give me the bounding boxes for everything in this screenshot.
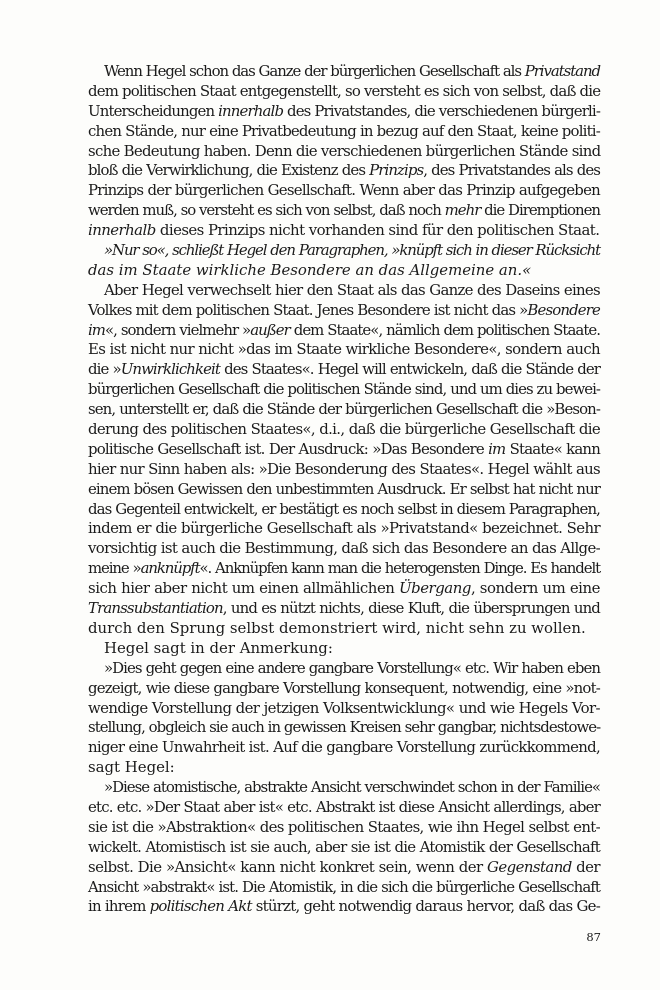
- text-line: [88, 778, 600, 798]
- text-line: [88, 500, 600, 520]
- text-line: [88, 519, 600, 539]
- text-line: [88, 301, 600, 321]
- text-line: [88, 62, 600, 82]
- text-span: vorsichtig ist auch die Bestimmung, daß sich das Besondere an das Allge-: [88, 539, 600, 558]
- text-line: [88, 261, 600, 281]
- text-span: Volkes mit dem politischen Staat. Jenes Besondere ist nicht das »: [88, 300, 528, 319]
- text-line: [88, 858, 600, 878]
- text-span: wickelt. Atomistisch ist sie auch, aber sie ist die Atomistik der Gesellschaft: [88, 837, 600, 856]
- text-span: dieses Prinzips nicht vorhanden sind für den politischen Staat.: [155, 221, 600, 240]
- text-span: sich hier aber nicht um einen allmählichen: [88, 579, 400, 598]
- emphasis-span: anknüpft: [140, 559, 200, 578]
- emphasis-span: Prinzips: [369, 161, 424, 180]
- text-span: , sondern um eine: [470, 579, 600, 598]
- text-line: [88, 579, 600, 599]
- text-span: sen, unterstellt er, daß die Stände der bürgerlichen Gesellschaft die »Beson-: [88, 400, 600, 419]
- text-span: , und es nützt nichts, diese Kluft, die übersprungen und: [222, 599, 600, 618]
- text-span: die »: [88, 360, 121, 379]
- text-line: [88, 340, 600, 360]
- text-line: [88, 738, 600, 758]
- text-span: bloß die Verwirklichung, die Existenz des: [88, 161, 370, 180]
- text-line: [88, 838, 600, 858]
- text-span: wendige Vorstellung der jetzigen Volksentwicklung« und wie Hegels Vor-: [88, 698, 600, 717]
- text-span: Aber Hegel verwechselt hier den Staat als das Ganze des Daseins eines: [104, 280, 600, 299]
- text-span: «, sondern vielmehr »: [104, 320, 251, 339]
- text-span: in ihrem: [88, 897, 150, 916]
- text-span: der: [571, 857, 600, 876]
- text-line: [88, 639, 600, 659]
- text-line: [88, 758, 600, 778]
- text-line: [88, 380, 600, 400]
- text-span: »Dies geht gegen eine andere gangbare Vorstellung« etc. Wir haben eben: [104, 658, 600, 677]
- emphasis-span: innerhalb: [218, 101, 284, 120]
- text-span: werden muß, so versteht es sich von selbst, daß noch: [88, 201, 445, 220]
- text-span: Ansicht »abstrakt« ist. Die Atomistik, in die sich die bürgerliche Gesellschaft: [88, 877, 600, 896]
- text-span: des Staates«. Hegel will entwickeln, daß die Stände der: [219, 360, 600, 379]
- text-span: des Privatstandes, die verschiedenen bürgerli-: [283, 101, 601, 120]
- emphasis-span: politischen Akt: [149, 897, 252, 916]
- text-line: [88, 818, 600, 838]
- text-span: dem Staate«, nämlich dem politischen Staate.: [289, 320, 601, 339]
- text-span: hier nur Sinn haben als: »Die Besonderung des Staates«. Hegel wählt aus: [88, 459, 600, 478]
- text-span: derung des politischen Staates«, d.i., daß die bürgerliche Gesellschaft die: [88, 420, 600, 439]
- text-span: sie ist die »Abstraktion« des politischen Staates, wie ihn Hegel selbst ent-: [88, 817, 600, 836]
- text-line: [88, 142, 600, 162]
- text-line: [88, 878, 600, 898]
- text-span: selbst. Die »Ansicht« kann nicht konkret sein, wenn der: [88, 857, 487, 876]
- text-span: Hegel sagt in der Anmerkung:: [104, 638, 333, 657]
- text-line: [88, 102, 600, 122]
- text-span: sche Bedeutung haben. Denn die verschiedenen bürgerlichen Stände sind: [88, 141, 601, 160]
- text-line: [88, 321, 600, 341]
- text-span: Staate« kann: [505, 439, 601, 458]
- emphasis-span: Unwirklichkeit: [120, 360, 220, 379]
- text-line: [88, 181, 600, 201]
- text-span: bürgerlichen Gesellschaft die politischen Stände sind, und um dies zu bewei-: [88, 380, 600, 399]
- text-span: die Diremptionen: [480, 201, 601, 220]
- emphasis-span: innerhalb: [88, 221, 156, 240]
- text-line: [88, 599, 600, 619]
- text-line: [88, 161, 600, 181]
- text-span: dem politischen Staat entgegenstellt, so versteht es sich von selbst, daß die: [88, 81, 601, 100]
- text-span: , des Privatstandes als des: [423, 161, 600, 180]
- emphasis-span: mehr: [444, 201, 481, 220]
- text-line: [88, 420, 600, 440]
- text-line: [88, 798, 600, 818]
- text-line: [88, 82, 600, 102]
- text-line: [88, 241, 600, 261]
- text-line: [88, 679, 600, 699]
- text-line: [88, 281, 600, 301]
- emphasis-span: Gegenstand: [486, 857, 572, 876]
- text-span: chen Stände, nur eine Privatbedeutung in bezug auf den Staat, keine politi-: [88, 121, 600, 140]
- page-number: 87: [586, 930, 601, 944]
- text-span: Unterscheidungen: [88, 101, 219, 120]
- text-line: [88, 440, 600, 460]
- text-line: [88, 619, 600, 639]
- text-line: [88, 221, 600, 241]
- text-line: [88, 400, 600, 420]
- text-span: sagt Hegel:: [88, 758, 175, 777]
- text-line: [88, 460, 600, 480]
- text-line: [88, 480, 600, 500]
- text-span: politische Gesellschaft ist. Der Ausdruck: »Das Besondere: [88, 439, 489, 458]
- emphasis-span: Transsubstantiation: [88, 599, 223, 618]
- text-span: durch den Sprung selbst demonstriert wird, nicht sehn zu wollen.: [88, 618, 586, 637]
- text-span: einem bösen Gewissen den unbestimmten Ausdruck. Er selbst hat nicht nur: [88, 479, 600, 498]
- text-span: stürzt, geht notwendig daraus hervor, daß das Ge-: [251, 897, 600, 916]
- text-span: »Diese atomistische, abstrakte Ansicht verschwindet schon in der Familie«: [104, 778, 600, 797]
- text-line: [88, 360, 600, 380]
- text-span: etc. etc. »Der Staat aber ist« etc. Abstrakt ist diese Ansicht allerdings, aber: [88, 797, 600, 816]
- text-span: Wenn Hegel schon das Ganze der bürgerlichen Gesellschaft als: [104, 62, 525, 80]
- text-span: gezeigt, wie diese gangbare Vorstellung konsequent, notwendig, eine »not-: [88, 678, 600, 697]
- emphasis-span: »Nur so«, schließt Hegel den Paragraphen, »knüpft sich in dieser Rücksicht: [104, 241, 600, 260]
- text-line: [88, 699, 600, 719]
- emphasis-span: im: [88, 320, 105, 339]
- text-line: [88, 659, 600, 679]
- text-line: [88, 897, 600, 917]
- text-line: [88, 539, 600, 559]
- text-line: [88, 559, 600, 579]
- text-span: Es ist nicht nur nicht »das im Staate wirkliche Besondere«, sondern auch: [88, 340, 600, 359]
- emphasis-span: außer: [250, 320, 290, 339]
- text-span: Prinzips der bürgerlichen Gesellschaft. Wenn aber das Prinzip aufgegeben: [88, 181, 600, 200]
- text-line: [88, 122, 600, 142]
- body-text: [88, 62, 600, 917]
- emphasis-span: das im Staate wirkliche Besondere an das Allgemeine an.«: [88, 260, 532, 279]
- text-span: indem er die bürgerliche Gesellschaft als »Privatstand« bezeichnet. Sehr: [88, 519, 600, 538]
- text-span: stellung, obgleich sie auch in gewissen Kreisen sehr gangbar, nichtsdestowe-: [88, 718, 601, 737]
- emphasis-span: Privatstand: [524, 62, 600, 80]
- emphasis-span: Übergang: [399, 579, 471, 598]
- emphasis-span: Besondere: [527, 300, 600, 319]
- text-span: «. Anknüpfen kann man die heterogensten Dinge. Es handelt: [199, 559, 600, 578]
- text-span: meine »: [88, 559, 141, 578]
- text-line: [88, 718, 600, 738]
- text-line: [88, 201, 600, 221]
- emphasis-span: im: [488, 439, 506, 458]
- text-span: das Gegenteil entwickelt, er bestätigt es noch selbst in diesem Paragraphen,: [88, 499, 600, 518]
- text-span: niger eine Unwahrheit ist. Auf die gangbare Vorstellung zurückkommend,: [88, 738, 600, 757]
